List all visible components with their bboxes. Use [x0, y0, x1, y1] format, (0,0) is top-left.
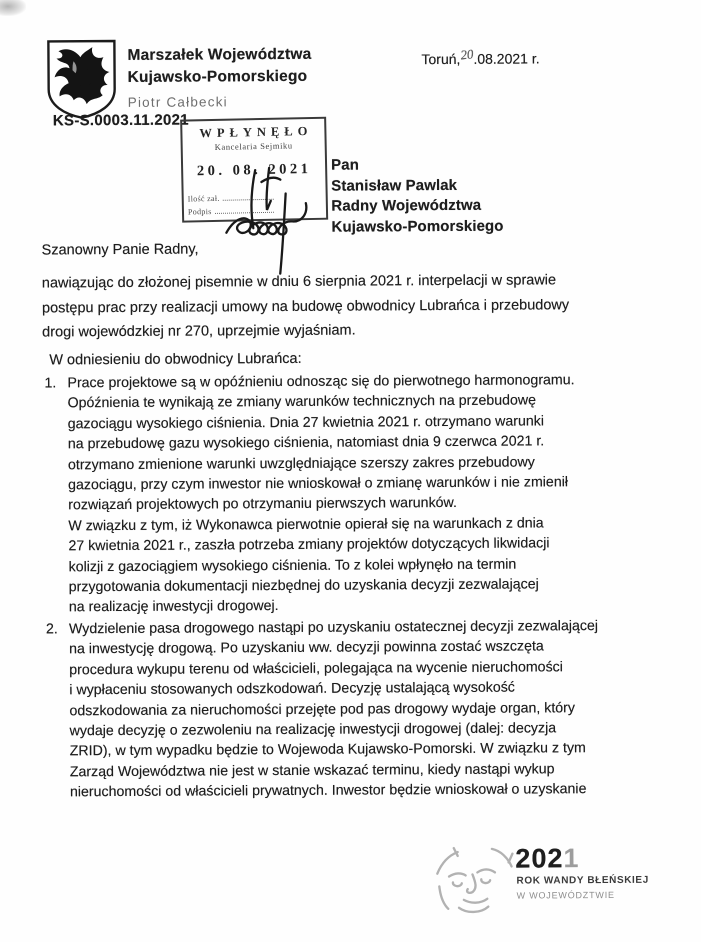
sender-title-line2: Kujawsko-Pomorskiego — [127, 67, 308, 86]
intro-paragraph: nawiązując do złożonej pisemnie w dniu 6 sierpnia 2021 r. interpelacji w sprawie postępu prac przy realizacji umowy na budowę obwodnicy Lubrańca i przebudowy drogi wojewódzkiej nr 270, uprzejmie wyjaśniam. — [41, 272, 570, 341]
date-rest: .08.2021 r. — [473, 50, 540, 67]
addressee-block: Pan Stanisław Pawlak Radny Województwa Kujawsko-Pomorskiego — [331, 156, 504, 236]
handwritten-signature-icon — [221, 164, 341, 278]
portrait-sketch-icon — [429, 842, 517, 917]
coat-of-arms-icon — [43, 37, 120, 121]
sender-title-line1: Marszałek Województwa — [127, 45, 312, 64]
stamp-office: Kancelaria Sejmiku — [214, 140, 293, 152]
intake-stamp — [180, 117, 328, 223]
footer-year-light: 1 — [563, 843, 580, 874]
stamp-attachments-label: Ilość zał. — [187, 193, 220, 204]
footer-year — [515, 843, 579, 874]
footer-year-bold: 202 — [515, 843, 564, 874]
sender-name: Piotr Całbecki — [127, 94, 228, 110]
sender-block — [127, 44, 311, 114]
list-item-text: Wydzielenie pasa drogowego nastąpi po uzyskaniu ostatecznej decyzji zezwalającej na inwestycję drogową. Po uzyskaniu ww. decyzji powinna zostać wszczęta procedura wykupu terenu od właścicieli, polegająca na wycenie nieruchomości i wypłaceniu stosowanych odszkodowań. Decyzję ustalającą wysokość odszkodowania za nieruchomości przejęte pod pas drogowy wydaje organ, który wydaje decyzję o zezwoleniu na realizację inwestycji drogowej (dalej: decyzja ZRID), w tym wypadku będzie to Wojewoda Kujawsko-Pomorski. W związku z tym Zarząd Województwa nie jest w stanie wskazać terminu, kiedy nastąpi wykup nieruchomości od właścicieli prywatnych. Inwestor będzie wnioskował o uzyskanie — [68, 617, 599, 801]
list-item — [44, 370, 598, 618]
section-heading: W odniesieniu do obwodnicy Lubrańca: — [49, 350, 302, 369]
numbered-list — [44, 370, 599, 804]
footer-campaign-line2: W WOJEWÓDZTWIE — [516, 889, 615, 901]
footer-campaign-line1: ROK WANDY BŁEŃSKIEJ — [516, 874, 649, 887]
place-prefix: Toruń, — [421, 50, 461, 68]
stamp-date: 20. 08. 2021 — [196, 161, 312, 180]
list-item-number: 2. — [45, 621, 58, 638]
handwritten-day: 20 — [459, 46, 475, 63]
list-item-text: Prace projektowe są w opóźnieniu odnosząc się do pierwotnego harmonogramu. Opóźnienia te wynikają ze zmiany warunków technicznych na przebudowę gazociągu wysokiego ciśnienia. Dnia 27 kwietnia 2021 r. otrzymano warunki na przebudowę gazu wysokiego ciśnienia, natomiast dnia 9 czerwca 2021 r. otrzymano zmienione warunki uwzględniające szerszy zakres przebudowy gazociągu, przy czym inwestor nie wnioskował o zmianę warunków i nie zmienił rozwiązań projektowych po otrzymaniu pierwszych warunków. W związku z tym, iż Wykonawca pierwotnie opierał się na warunkach z dnia 27 kwietnia 2021 r., zaszła potrzeba zmiany projektów dotyczących likwidacji kolizji z gazociągiem wysokiego ciśnienia. To z kolei wpłynęło na termin przygotowania dokumentacji niezbędnej do uzyskania decyzji zezwalającej na realizację inwestycji drogowej. — [67, 372, 575, 616]
list-item-number: 1. — [44, 375, 57, 392]
list-item — [46, 616, 599, 803]
reference-number: KS-S.0003.11.2021 — [52, 111, 189, 130]
stamp-signature-label: Podpis — [187, 207, 212, 217]
salutation: Szanowny Panie Radny, — [41, 241, 199, 259]
place-date-line — [421, 46, 540, 68]
stamp-title: WPŁYNĘŁO — [199, 123, 313, 141]
